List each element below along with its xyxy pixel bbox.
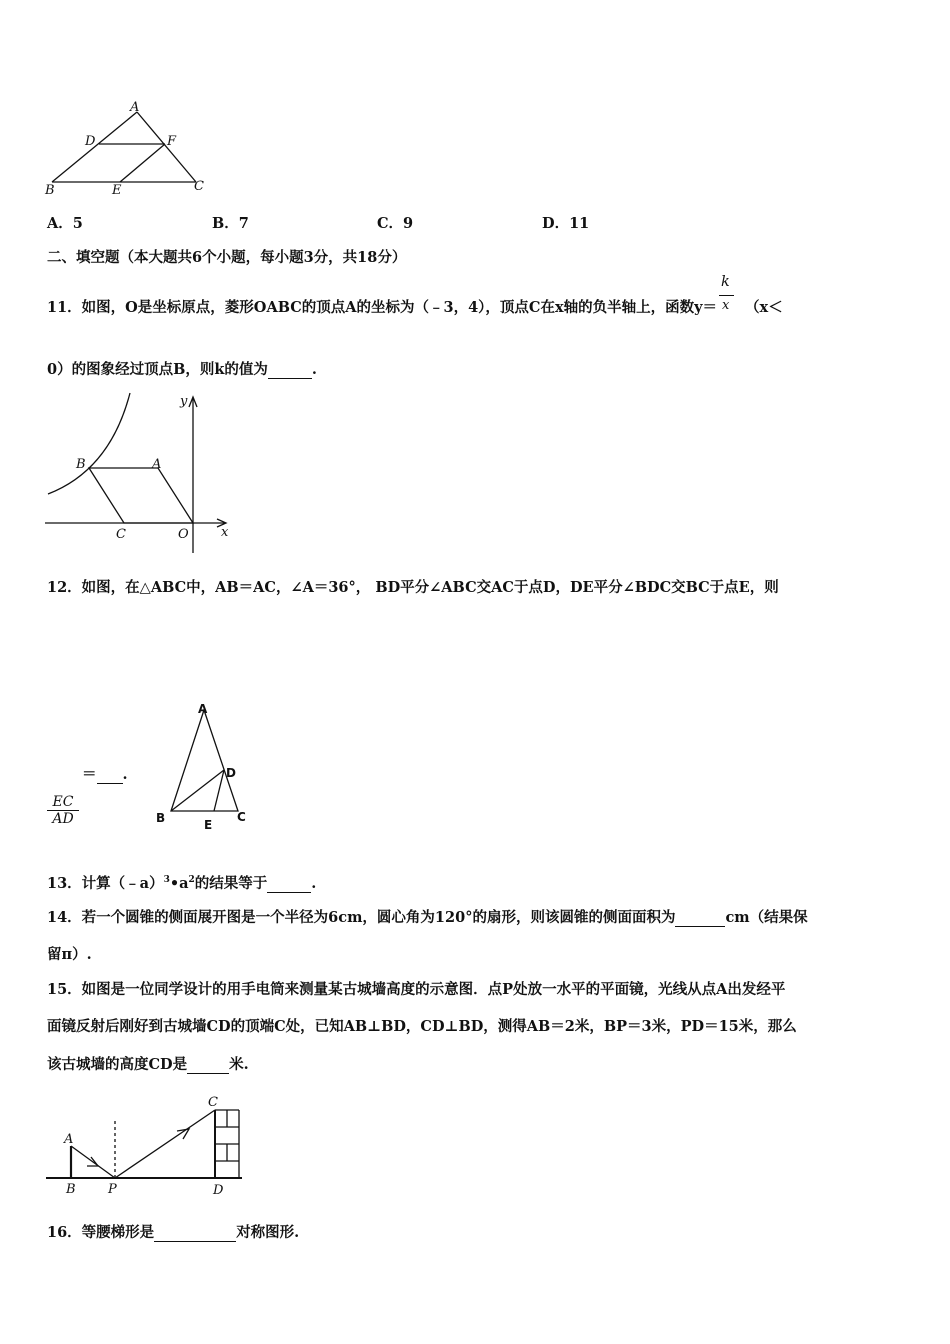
question-12-end: .: [122, 766, 128, 783]
question-14-line2: 留π）.: [47, 946, 92, 963]
question-11-fraction: [719, 274, 735, 313]
fig12-label-b: B: [156, 811, 166, 825]
fig12-label-c: C: [237, 810, 246, 824]
fig15-ray-pc: [115, 1110, 215, 1178]
question-11-end: .: [311, 361, 317, 378]
answer-blank-12[interactable]: [97, 769, 123, 784]
figure-q15: [42, 1090, 247, 1202]
section-header: 二、填空题（本大题共6个小题，每小题3分，共18分）: [47, 249, 407, 266]
question-13-text: 13．计算（﹣a）: [47, 875, 164, 892]
fig11-label-o: O: [178, 527, 189, 542]
figure-q11: [40, 388, 240, 558]
fig15-label-c: C: [208, 1095, 218, 1110]
question-13-exponent-3: 3: [163, 875, 170, 886]
question-15-text: 该古城墙的高度CD是: [47, 1056, 188, 1073]
question-11-text-tail: （x＜: [745, 299, 783, 316]
question-13-exponent-2: 2: [188, 875, 195, 886]
fig10-segment-ef: [120, 144, 165, 182]
fig15-label-p: P: [108, 1182, 117, 1197]
fig15-label-d: D: [213, 1183, 224, 1198]
question-11-text: 11．如图，O是坐标原点，菱形OABC的顶点A的坐标为（﹣3，4），顶点C在x轴的负半轴上，函数y＝: [47, 299, 718, 316]
fig11-label-y: y: [180, 394, 188, 409]
fig12-triangle-abc: [171, 710, 238, 811]
question-14-text: 14．若一个圆锥的侧面展开图是一个半径为6cm，圆心角为120°的扇形，则该圆锥的侧面面积为: [47, 909, 676, 926]
question-11-text-line2: 0）的图象经过顶点B，则k的值为: [47, 361, 268, 378]
question-14-line1: [47, 906, 808, 927]
answer-blank-14[interactable]: [675, 912, 725, 927]
question-16-tail: 对称图形.: [236, 1224, 300, 1241]
fig11-label-a: A: [152, 457, 162, 472]
question-14-unit: cm（结果保: [725, 909, 808, 926]
option-d: D．11: [542, 215, 590, 232]
figure-q10: [40, 98, 215, 200]
question-13-end: .: [311, 875, 317, 892]
question-11-fraction-bar: [719, 295, 734, 296]
figure-q12: [150, 700, 260, 835]
fig12-label-e: E: [204, 818, 213, 832]
answer-blank-11[interactable]: [268, 364, 312, 379]
fig15-label-b: B: [66, 1182, 76, 1197]
question-11-line2: [47, 358, 317, 379]
question-12-fraction: [47, 794, 79, 827]
fig10-label-d: D: [85, 134, 96, 149]
question-13-tail: 的结果等于: [194, 875, 268, 892]
answer-blank-13[interactable]: [267, 878, 311, 893]
fig15-wall-bricks: [215, 1110, 239, 1178]
fig12-label-a: A: [198, 702, 208, 716]
fig11-label-x: x: [221, 525, 229, 540]
question-15-line1: 15．如图是一位同学设计的用手电筒来测量某古城墙高度的示意图．点P处放一水平的平面镜，光线从点A出发经平: [47, 981, 786, 998]
question-15-line2: 面镜反射后刚好到古城墙CD的顶端C处，已知AB⊥BD，CD⊥BD，测得AB＝2米，BP＝3米，PD＝15米，那么: [47, 1018, 797, 1035]
question-15-end: 米.: [229, 1056, 249, 1073]
option-a: A．5: [47, 215, 83, 232]
answer-blank-16[interactable]: [154, 1227, 236, 1242]
question-16-line: [47, 1221, 299, 1242]
question-12-fraction-denominator: AD: [52, 811, 74, 827]
fig10-label-a: A: [130, 100, 140, 115]
option-c: C．9: [377, 215, 414, 232]
question-12-text: 12．如图，在△ABC中，AB＝AC，∠A＝36°， BD平分∠ABC交AC于点D，DE平分∠BDC交BC于点E，则: [47, 579, 779, 596]
fig10-label-f: F: [167, 134, 177, 149]
question-11-fraction-numerator: k: [721, 274, 730, 290]
fig11-hyperbola: [48, 393, 130, 494]
question-12-fraction-numerator: EC: [52, 794, 74, 810]
question-15-line3: [47, 1053, 249, 1074]
question-13-mid: •a: [169, 875, 189, 892]
question-11-fraction-denominator: x: [722, 298, 730, 313]
answer-blank-15[interactable]: [187, 1059, 229, 1074]
fig15-ray-ap: [71, 1146, 115, 1178]
option-b: B．7: [212, 215, 249, 232]
question-11-line1: [47, 274, 783, 317]
question-16-text: 16．等腰梯形是: [47, 1224, 155, 1241]
fig10-label-e: E: [112, 183, 122, 198]
fig11-label-b: B: [76, 457, 86, 472]
question-12-equals: ＝: [82, 766, 97, 783]
question-13-line: [47, 872, 316, 893]
fig10-label-c: C: [194, 179, 204, 194]
fig10-label-b: B: [45, 183, 55, 198]
fig11-label-c: C: [116, 527, 126, 542]
fig15-label-a: A: [64, 1132, 74, 1147]
fig11-rhombus: [89, 468, 193, 523]
question-12-answer-line: [82, 763, 128, 784]
fig12-label-d: D: [226, 766, 236, 780]
